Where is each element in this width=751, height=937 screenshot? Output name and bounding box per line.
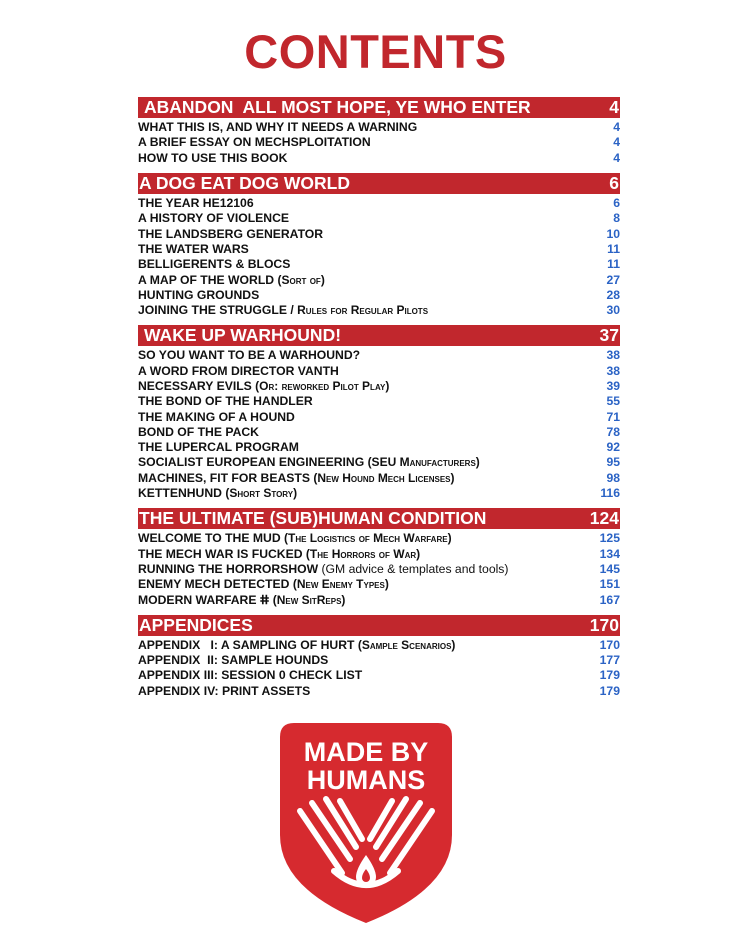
entry-title: APPENDIX III: SESSION 0 CHECK LIST xyxy=(138,668,363,683)
section-header[interactable] xyxy=(138,508,620,529)
entry-page: 8 xyxy=(613,211,620,226)
entry-subtitle: (New SitReps) xyxy=(272,592,346,607)
section-header[interactable] xyxy=(138,173,620,194)
entry-page: 27 xyxy=(606,272,620,287)
entry-title: APPENDIX I: A SAMPLING OF HURT xyxy=(138,637,358,652)
made-by-humans-badge xyxy=(280,723,452,923)
entry-page: 134 xyxy=(599,546,620,561)
entry-subtitle: (SEU Manufacturers) xyxy=(367,455,480,470)
toc-entry[interactable] xyxy=(138,547,620,562)
entry-page: 145 xyxy=(599,561,620,576)
toc-entry[interactable] xyxy=(138,272,620,287)
entry-page: 28 xyxy=(606,287,620,302)
section-page: 124 xyxy=(589,508,619,529)
badge-line-1: MADE BY xyxy=(303,737,429,767)
entry-title: HOW TO USE THIS BOOK xyxy=(138,150,288,165)
entry-title: SOCIALIST EUROPEAN ENGINEERING xyxy=(138,455,368,470)
toc-section xyxy=(138,615,620,699)
entry-page: 4 xyxy=(613,120,620,135)
entry-title: HUNTING GROUNDS xyxy=(138,287,260,302)
entry-page: 167 xyxy=(599,592,620,607)
toc-entry[interactable] xyxy=(138,684,620,699)
entry-title: THE LANDSBERG GENERATOR xyxy=(138,226,324,241)
toc-entry[interactable] xyxy=(138,379,620,394)
entry-page: 78 xyxy=(606,424,620,439)
entry-page: 116 xyxy=(600,486,620,501)
toc-section xyxy=(138,173,620,318)
entry-page: 125 xyxy=(599,531,620,546)
entry-subtitle: (GM advice & templates and tools) xyxy=(321,561,509,576)
section-header[interactable] xyxy=(138,97,620,118)
entry-page: 92 xyxy=(606,440,620,455)
section-title: ABANDON ALL MOST HOPE, YE WHO ENTER xyxy=(144,97,531,117)
toc-entry[interactable] xyxy=(138,592,620,607)
entry-title: THE WATER WARS xyxy=(138,241,249,256)
entry-title: ENEMY MECH DETECTED xyxy=(138,577,293,592)
entry-page: 95 xyxy=(606,455,620,470)
entry-title: A MAP OF THE WORLD xyxy=(138,272,278,287)
toc-entry[interactable] xyxy=(138,455,620,470)
entry-subtitle: (Or: reworked Pilot Play) xyxy=(255,379,390,393)
entry-title: MODERN WARFARE ⵌ xyxy=(138,592,273,607)
entry-title: APPENDIX IV: PRINT ASSETS xyxy=(138,683,311,698)
toc-entry[interactable] xyxy=(138,196,620,211)
toc-entry[interactable] xyxy=(138,486,620,501)
entry-subtitle: (New Hound Mech Licenses) xyxy=(313,470,455,485)
entry-subtitle: (Sample Scenarios) xyxy=(357,637,456,652)
entry-subtitle: (The Logistics of Mech Warfare) xyxy=(284,531,452,546)
toc-entry[interactable] xyxy=(138,242,620,257)
section-page: 170 xyxy=(589,614,619,635)
entry-title: THE LUPERCAL PROGRAM xyxy=(138,440,299,455)
entry-page: 55 xyxy=(606,394,620,409)
toc-entry[interactable] xyxy=(138,425,620,440)
entry-title: BELLIGERENTS & BLOCS xyxy=(138,257,291,272)
toc-section xyxy=(138,508,620,607)
entry-page: 10 xyxy=(606,226,620,241)
toc-entry[interactable] xyxy=(138,211,620,226)
toc-entry[interactable] xyxy=(138,638,620,653)
entry-title: THE YEAR HE12106 xyxy=(138,196,254,211)
toc-section xyxy=(138,325,620,501)
toc-entry[interactable] xyxy=(138,653,620,668)
entry-page: 179 xyxy=(599,668,620,683)
entry-page: 6 xyxy=(613,196,620,211)
toc-entry[interactable] xyxy=(138,471,620,486)
entry-title: MACHINES, FIT FOR BEASTS xyxy=(138,470,314,485)
section-page: 6 xyxy=(609,172,619,193)
entry-title: NECESSARY EVILS xyxy=(138,379,256,393)
badge-line-2: HUMANS xyxy=(306,765,426,795)
entry-page: 71 xyxy=(606,409,620,424)
toc-entry[interactable] xyxy=(138,135,620,150)
section-page: 37 xyxy=(599,325,619,346)
toc-entry[interactable] xyxy=(138,288,620,303)
section-header[interactable] xyxy=(138,615,620,636)
entry-title: RUNNING THE HORRORSHOW xyxy=(138,561,322,576)
entry-title: APPENDIX II: SAMPLE HOUNDS xyxy=(138,653,329,668)
entry-page: 11 xyxy=(607,241,620,256)
toc-entry[interactable] xyxy=(138,531,620,546)
toc-entry[interactable] xyxy=(138,303,620,318)
entry-title: KETTENHUND xyxy=(138,486,226,501)
entry-title: WHAT THIS IS, AND WHY IT NEEDS A WARNING xyxy=(138,120,418,135)
entry-title: A WORD FROM DIRECTOR VANTH xyxy=(138,363,339,378)
toc-entry[interactable] xyxy=(138,364,620,379)
toc-entry[interactable] xyxy=(138,577,620,592)
table-of-contents xyxy=(138,97,620,706)
toc-entry[interactable] xyxy=(138,562,620,577)
toc-entry[interactable] xyxy=(138,440,620,455)
section-title: THE ULTIMATE (SUB)HUMAN CONDITION xyxy=(139,508,487,529)
section-title: WAKE UP WARHOUND! xyxy=(144,325,342,346)
toc-entry[interactable] xyxy=(138,348,620,363)
entry-subtitle: (Sort of) xyxy=(277,272,325,287)
entry-page: 98 xyxy=(606,470,620,485)
entry-title: THE MAKING OF A HOUND xyxy=(138,409,295,424)
entry-subtitle: (New Enemy Types) xyxy=(292,577,389,592)
toc-entry[interactable] xyxy=(138,120,620,135)
section-page: 4 xyxy=(609,97,619,117)
toc-entry[interactable] xyxy=(138,226,620,241)
entry-page: 30 xyxy=(606,303,620,318)
entry-subtitle: (The Horrors of War) xyxy=(305,546,421,561)
entry-title: BOND OF THE PACK xyxy=(138,424,259,439)
entry-page: 39 xyxy=(606,379,620,393)
toc-entry[interactable] xyxy=(138,668,620,683)
entry-page: 38 xyxy=(606,363,620,378)
entry-subtitle: Rules for Regular Pilots xyxy=(297,303,429,318)
toc-entry[interactable] xyxy=(138,409,620,424)
entry-page: 38 xyxy=(606,348,620,363)
entry-page: 151 xyxy=(599,577,620,592)
entry-page: 4 xyxy=(613,135,620,150)
toc-entry[interactable] xyxy=(138,257,620,272)
entry-title: THE MECH WAR IS FUCKED xyxy=(138,546,306,561)
entry-subtitle: (Short Story) xyxy=(225,486,298,501)
entry-page: 11 xyxy=(607,257,620,272)
entry-page: 4 xyxy=(613,150,620,165)
toc-entry[interactable] xyxy=(138,394,620,409)
entry-title: JOINING THE STRUGGLE / xyxy=(138,303,298,318)
entry-title: A BRIEF ESSAY ON MECHSPLOITATION xyxy=(138,135,371,150)
section-title: A DOG EAT DOG WORLD xyxy=(139,172,350,193)
entry-title: WELCOME TO THE MUD xyxy=(138,531,285,546)
page-title: CONTENTS xyxy=(244,25,507,78)
entry-title: SO YOU WANT TO BE A WARHOUND? xyxy=(138,348,361,363)
section-title: APPENDICES xyxy=(139,614,253,635)
entry-page: 177 xyxy=(599,653,620,668)
entry-title: THE BOND OF THE HANDLER xyxy=(138,394,313,409)
entry-page: 179 xyxy=(599,683,620,698)
toc-section xyxy=(138,97,620,166)
section-header[interactable] xyxy=(138,325,620,346)
entry-title: A HISTORY OF VIOLENCE xyxy=(138,211,290,226)
toc-entry[interactable] xyxy=(138,151,620,166)
entry-page: 170 xyxy=(599,637,620,652)
